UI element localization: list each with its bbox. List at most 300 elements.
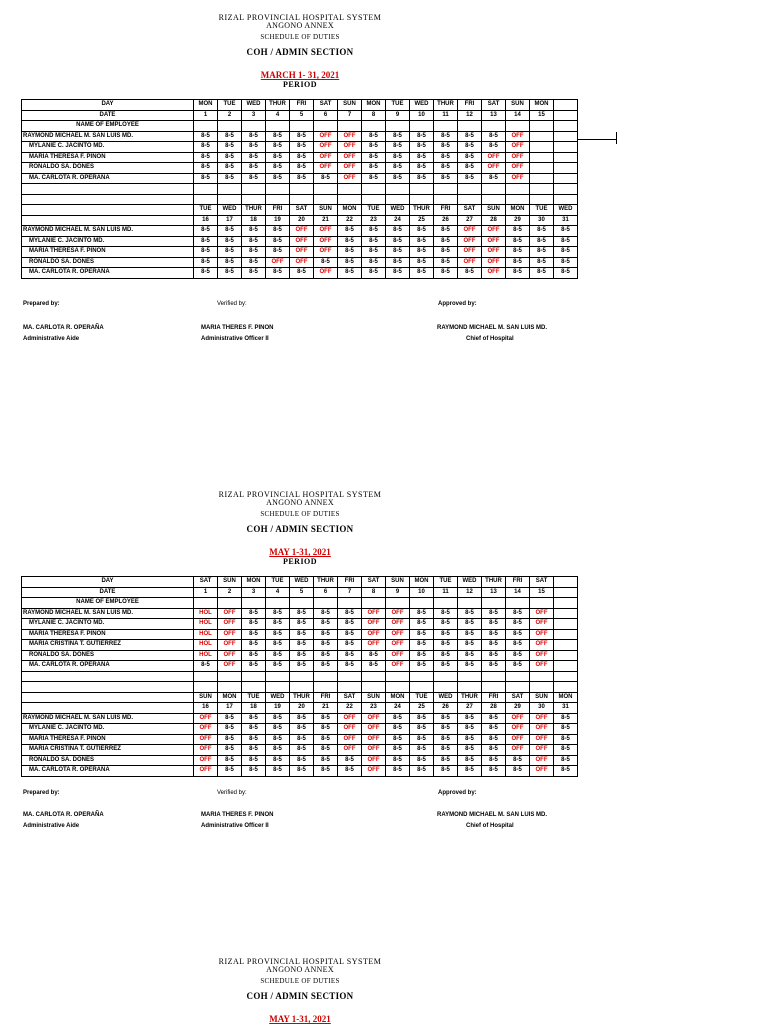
- day-row: [22, 205, 578, 216]
- shift-cell: 8-5: [242, 755, 266, 766]
- shift-cell: [530, 163, 554, 174]
- day-cell: SUN: [530, 692, 554, 703]
- empty-cell: [266, 184, 290, 195]
- shift-cell: OFF: [482, 152, 506, 163]
- day-cell: FRI: [434, 205, 458, 216]
- empty-cell: [194, 184, 218, 195]
- shift-cell: 8-5: [338, 608, 362, 619]
- empty-cell: [362, 682, 386, 693]
- empty-cell: [506, 184, 530, 195]
- empty-cell: [242, 194, 266, 205]
- shift-cell: 8-5: [386, 713, 410, 724]
- date-cell: 11: [434, 587, 458, 598]
- date-row: [22, 587, 578, 598]
- shift-cell: OFF: [506, 131, 530, 142]
- shift-cell: 8-5: [410, 661, 434, 672]
- shift-cell: OFF: [194, 766, 218, 777]
- shift-cell: 8-5: [482, 766, 506, 777]
- empty-cell: [242, 184, 266, 195]
- table-row: [22, 766, 578, 777]
- day-cell: SAT: [458, 205, 482, 216]
- shift-cell: HOL: [194, 619, 218, 630]
- shift-cell: 8-5: [506, 236, 530, 247]
- empty-cell: [290, 194, 314, 205]
- empty-cell: [314, 121, 338, 132]
- shift-cell: OFF: [530, 713, 554, 724]
- verified-title: Administrative Officer II: [201, 336, 269, 342]
- shift-cell: 8-5: [194, 268, 218, 279]
- empty-cell: [290, 121, 314, 132]
- shift-cell: 8-5: [194, 163, 218, 174]
- empty-cell: [362, 671, 386, 682]
- shift-cell: 8-5: [242, 619, 266, 630]
- empty-cell: [434, 598, 458, 609]
- shift-cell: 8-5: [218, 173, 242, 184]
- shift-cell: 8-5: [530, 247, 554, 258]
- day-label: DAY: [22, 577, 194, 588]
- shift-cell: 8-5: [434, 131, 458, 142]
- margin-line: [578, 139, 616, 140]
- shift-cell: 8-5: [434, 152, 458, 163]
- shift-cell: 8-5: [314, 629, 338, 640]
- shift-cell: OFF: [530, 661, 554, 672]
- shift-cell: 8-5: [266, 142, 290, 153]
- date-cell: 24: [386, 215, 410, 226]
- shift-cell: 8-5: [482, 713, 506, 724]
- shift-cell: 8-5: [338, 236, 362, 247]
- empty-cell: [530, 671, 554, 682]
- shift-cell: 8-5: [482, 745, 506, 756]
- shift-cell: 8-5: [458, 734, 482, 745]
- shift-cell: [554, 640, 578, 651]
- shift-cell: OFF: [506, 173, 530, 184]
- shift-cell: 8-5: [266, 152, 290, 163]
- day-cell: THUR: [242, 205, 266, 216]
- shift-cell: 8-5: [434, 755, 458, 766]
- empty-cell: [22, 215, 194, 226]
- date-cell: 30: [530, 215, 554, 226]
- shift-cell: 8-5: [362, 142, 386, 153]
- shift-cell: [554, 661, 578, 672]
- day-cell: SAT: [482, 100, 506, 111]
- shift-cell: 8-5: [194, 257, 218, 268]
- shift-cell: 8-5: [218, 734, 242, 745]
- empty-cell: [554, 682, 578, 693]
- empty-cell: [242, 121, 266, 132]
- shift-cell: 8-5: [290, 608, 314, 619]
- shift-cell: 8-5: [362, 131, 386, 142]
- employee-name: RONALDO SA. DONES: [22, 257, 194, 268]
- shift-cell: 8-5: [530, 236, 554, 247]
- empty-cell: [458, 184, 482, 195]
- shift-cell: 8-5: [482, 650, 506, 661]
- shift-cell: 8-5: [410, 640, 434, 651]
- empty-cell: [290, 598, 314, 609]
- shift-cell: OFF: [218, 640, 242, 651]
- shift-cell: 8-5: [218, 724, 242, 735]
- shift-cell: OFF: [362, 608, 386, 619]
- shift-cell: 8-5: [482, 608, 506, 619]
- shift-cell: 8-5: [530, 257, 554, 268]
- table-row: [22, 755, 578, 766]
- employee-name: RAYMOND MICHAEL M. SAN LUIS MD.: [22, 131, 194, 142]
- shift-cell: OFF: [338, 724, 362, 735]
- table-row: [22, 608, 578, 619]
- shift-cell: 8-5: [290, 142, 314, 153]
- may-schedule-table: [21, 576, 578, 777]
- empty-cell: [530, 598, 554, 609]
- shift-cell: OFF: [338, 142, 362, 153]
- date-cell: 29: [506, 703, 530, 714]
- shift-cell: 8-5: [338, 661, 362, 672]
- shift-cell: OFF: [338, 152, 362, 163]
- date-cell: 31: [554, 703, 578, 714]
- date-cell: 2: [218, 587, 242, 598]
- shift-cell: 8-5: [218, 247, 242, 258]
- shift-cell: 8-5: [194, 152, 218, 163]
- shift-cell: OFF: [218, 619, 242, 630]
- shift-cell: 8-5: [410, 247, 434, 258]
- day-cell: FRI: [314, 692, 338, 703]
- date-cell: 7: [338, 110, 362, 121]
- shift-cell: 8-5: [458, 713, 482, 724]
- shift-cell: 8-5: [314, 640, 338, 651]
- shift-cell: 8-5: [314, 745, 338, 756]
- day-cell: SUN: [314, 205, 338, 216]
- employee-name: MYLANIE C. JACINTO MD.: [22, 236, 194, 247]
- shift-cell: 8-5: [554, 724, 578, 735]
- date-cell: 18: [242, 215, 266, 226]
- shift-cell: 8-5: [314, 724, 338, 735]
- date-cell: 10: [410, 110, 434, 121]
- shift-cell: 8-5: [242, 650, 266, 661]
- shift-cell: 8-5: [362, 257, 386, 268]
- shift-cell: 8-5: [386, 268, 410, 279]
- shift-cell: 8-5: [338, 619, 362, 630]
- shift-cell: 8-5: [434, 247, 458, 258]
- shift-cell: 8-5: [434, 142, 458, 153]
- shift-cell: 8-5: [410, 268, 434, 279]
- date-cell: 4: [266, 110, 290, 121]
- shift-cell: 8-5: [314, 734, 338, 745]
- empty-cell: [410, 598, 434, 609]
- shift-cell: OFF: [314, 226, 338, 237]
- day-cell: TUE: [362, 205, 386, 216]
- shift-cell: 8-5: [458, 724, 482, 735]
- date-cell: 22: [338, 703, 362, 714]
- empty-cell: [290, 682, 314, 693]
- day-cell: [554, 577, 578, 588]
- shift-cell: 8-5: [386, 766, 410, 777]
- date-cell: 28: [482, 703, 506, 714]
- shift-cell: OFF: [530, 619, 554, 630]
- shift-cell: 8-5: [554, 766, 578, 777]
- shift-cell: 8-5: [338, 755, 362, 766]
- day-cell: TUE: [410, 692, 434, 703]
- shift-cell: OFF: [362, 766, 386, 777]
- date-cell: 9: [386, 587, 410, 598]
- shift-cell: 8-5: [266, 163, 290, 174]
- shift-cell: 8-5: [290, 745, 314, 756]
- empty-cell: [530, 682, 554, 693]
- table-row: [22, 236, 578, 247]
- date-cell: 15: [530, 587, 554, 598]
- shift-cell: [554, 131, 578, 142]
- empty-cell: [338, 194, 362, 205]
- shift-cell: 8-5: [338, 650, 362, 661]
- shift-cell: 8-5: [410, 257, 434, 268]
- shift-cell: 8-5: [434, 766, 458, 777]
- shift-cell: 8-5: [554, 247, 578, 258]
- shift-cell: 8-5: [242, 629, 266, 640]
- day-cell: FRI: [482, 692, 506, 703]
- empty-cell: [506, 121, 530, 132]
- empty-cell: [266, 121, 290, 132]
- day-cell: WED: [266, 692, 290, 703]
- day-cell: MON: [338, 205, 362, 216]
- day-cell: SUN: [362, 692, 386, 703]
- employee-name: MA. CARLOTA R. OPERAÑA: [22, 766, 194, 777]
- table-row: [22, 163, 578, 174]
- day-cell: WED: [410, 100, 434, 111]
- table-row: [22, 745, 578, 756]
- day-cell: SUN: [338, 100, 362, 111]
- employee-name: MARIA THERESA F. PINON: [22, 629, 194, 640]
- table-row: [22, 629, 578, 640]
- shift-cell: OFF: [194, 713, 218, 724]
- day-cell: SUN: [386, 577, 410, 588]
- shift-cell: 8-5: [338, 640, 362, 651]
- day-cell: FRI: [506, 577, 530, 588]
- empty-cell: [290, 184, 314, 195]
- date-cell: 21: [314, 703, 338, 714]
- shift-cell: 8-5: [362, 226, 386, 237]
- shift-cell: 8-5: [530, 226, 554, 237]
- shift-cell: 8-5: [194, 247, 218, 258]
- empty-cell: [362, 184, 386, 195]
- shift-cell: OFF: [266, 257, 290, 268]
- date-cell: 13: [482, 110, 506, 121]
- shift-cell: 8-5: [242, 608, 266, 619]
- date-cell: 2: [218, 110, 242, 121]
- employee-name: MARIA THERESA F. PINON: [22, 247, 194, 258]
- blank-row: [22, 194, 578, 205]
- shift-cell: 8-5: [242, 257, 266, 268]
- empty-cell: [530, 184, 554, 195]
- period-range: MAY 1-31, 2021: [269, 1014, 331, 1024]
- empty-cell: [22, 194, 194, 205]
- empty-cell: [530, 121, 554, 132]
- shift-cell: 8-5: [266, 755, 290, 766]
- shift-cell: 8-5: [290, 619, 314, 630]
- shift-cell: 8-5: [458, 661, 482, 672]
- shift-cell: 8-5: [410, 152, 434, 163]
- shift-cell: OFF: [218, 629, 242, 640]
- day-cell: SAT: [194, 577, 218, 588]
- shift-cell: 8-5: [434, 713, 458, 724]
- date-cell: 14: [506, 110, 530, 121]
- shift-cell: [554, 142, 578, 153]
- shift-cell: 8-5: [386, 163, 410, 174]
- shift-cell: OFF: [194, 745, 218, 756]
- shift-cell: 8-5: [386, 236, 410, 247]
- empty-cell: [410, 671, 434, 682]
- shift-cell: 8-5: [434, 226, 458, 237]
- empty-cell: [482, 671, 506, 682]
- empty-cell: [458, 598, 482, 609]
- shift-cell: 8-5: [338, 247, 362, 258]
- shift-cell: OFF: [530, 608, 554, 619]
- date-cell: 16: [194, 215, 218, 226]
- verified-title: Administrative Officer II: [201, 823, 269, 829]
- shift-cell: 8-5: [314, 257, 338, 268]
- shift-cell: OFF: [362, 755, 386, 766]
- shift-cell: OFF: [458, 236, 482, 247]
- date-cell: [554, 110, 578, 121]
- day-cell: MON: [506, 205, 530, 216]
- shift-cell: 8-5: [410, 724, 434, 735]
- date-cell: 20: [290, 703, 314, 714]
- shift-cell: 8-5: [386, 755, 410, 766]
- shift-cell: OFF: [314, 268, 338, 279]
- empty-cell: [386, 671, 410, 682]
- shift-cell: OFF: [530, 745, 554, 756]
- date-cell: 5: [290, 110, 314, 121]
- shift-cell: OFF: [290, 236, 314, 247]
- date-cell: 29: [506, 215, 530, 226]
- shift-cell: 8-5: [554, 226, 578, 237]
- date-cell: 30: [530, 703, 554, 714]
- shift-cell: OFF: [338, 745, 362, 756]
- empty-cell: [554, 121, 578, 132]
- shift-cell: 8-5: [338, 226, 362, 237]
- empty-cell: [386, 184, 410, 195]
- empty-cell: [362, 194, 386, 205]
- approved-by-label: Approved by:: [438, 790, 477, 796]
- date-cell: 22: [338, 215, 362, 226]
- name-of-employee-label: NAME OF EMPLOYEE: [22, 121, 194, 132]
- name-of-employee-label: NAME OF EMPLOYEE: [22, 598, 194, 609]
- shift-cell: OFF: [362, 640, 386, 651]
- shift-cell: 8-5: [554, 755, 578, 766]
- shift-cell: 8-5: [410, 734, 434, 745]
- date-cell: 23: [362, 215, 386, 226]
- shift-cell: 8-5: [506, 650, 530, 661]
- shift-cell: 8-5: [290, 131, 314, 142]
- shift-cell: 8-5: [362, 268, 386, 279]
- shift-cell: OFF: [362, 734, 386, 745]
- employee-name: MYLANIE C. JACINTO MD.: [22, 724, 194, 735]
- empty-cell: [338, 671, 362, 682]
- date-cell: 8: [362, 110, 386, 121]
- shift-cell: 8-5: [554, 268, 578, 279]
- date-cell: 28: [482, 215, 506, 226]
- shift-cell: 8-5: [266, 268, 290, 279]
- margin-tick: [616, 132, 617, 144]
- shift-cell: [554, 650, 578, 661]
- schedule-title: SCHEDULE OF DUTIES: [260, 33, 340, 41]
- table-row: [22, 226, 578, 237]
- shift-cell: OFF: [194, 734, 218, 745]
- empty-cell: [218, 682, 242, 693]
- shift-cell: [554, 619, 578, 630]
- shift-cell: 8-5: [218, 766, 242, 777]
- date-cell: 24: [386, 703, 410, 714]
- shift-cell: 8-5: [434, 640, 458, 651]
- day-cell: TUE: [218, 100, 242, 111]
- day-cell: THUR: [314, 577, 338, 588]
- shift-cell: OFF: [362, 724, 386, 735]
- day-cell: FRI: [458, 100, 482, 111]
- shift-cell: OFF: [506, 724, 530, 735]
- shift-cell: 8-5: [506, 619, 530, 630]
- third-header: [150, 958, 450, 1024]
- shift-cell: 8-5: [386, 173, 410, 184]
- shift-cell: 8-5: [194, 142, 218, 153]
- shift-cell: OFF: [506, 745, 530, 756]
- empty-cell: [362, 598, 386, 609]
- empty-cell: [338, 184, 362, 195]
- employee-name: RONALDO SA. DONES: [22, 163, 194, 174]
- date-cell: 6: [314, 587, 338, 598]
- shift-cell: 8-5: [290, 650, 314, 661]
- shift-cell: 8-5: [386, 131, 410, 142]
- shift-cell: OFF: [338, 713, 362, 724]
- shift-cell: 8-5: [386, 745, 410, 756]
- shift-cell: OFF: [506, 734, 530, 745]
- shift-cell: 8-5: [554, 734, 578, 745]
- shift-cell: 8-5: [482, 173, 506, 184]
- shift-cell: 8-5: [218, 152, 242, 163]
- shift-cell: [530, 142, 554, 153]
- shift-cell: OFF: [362, 713, 386, 724]
- date-cell: 27: [458, 215, 482, 226]
- date-cell: 3: [242, 110, 266, 121]
- shift-cell: 8-5: [482, 755, 506, 766]
- date-cell: 10: [410, 587, 434, 598]
- day-cell: SAT: [314, 100, 338, 111]
- empty-cell: [410, 194, 434, 205]
- shift-cell: OFF: [290, 247, 314, 258]
- shift-cell: 8-5: [410, 173, 434, 184]
- empty-cell: [218, 671, 242, 682]
- shift-cell: 8-5: [314, 713, 338, 724]
- shift-cell: 8-5: [458, 268, 482, 279]
- day-cell: FRI: [266, 205, 290, 216]
- shift-cell: 8-5: [218, 236, 242, 247]
- shift-cell: 8-5: [290, 734, 314, 745]
- prepared-title: Administrative Aide: [23, 336, 80, 342]
- empty-cell: [338, 121, 362, 132]
- shift-cell: 8-5: [266, 734, 290, 745]
- date-cell: 23: [362, 703, 386, 714]
- shift-cell: 8-5: [194, 236, 218, 247]
- day-cell: THUR: [266, 100, 290, 111]
- shift-cell: 8-5: [434, 629, 458, 640]
- period-range: MAY 1-31, 2021: [269, 547, 331, 557]
- shift-cell: 8-5: [482, 734, 506, 745]
- day-cell: SAT: [362, 577, 386, 588]
- day-cell: MON: [530, 100, 554, 111]
- date-cell: 21: [314, 215, 338, 226]
- shift-cell: 8-5: [386, 142, 410, 153]
- day-cell: MON: [386, 692, 410, 703]
- employee-name: RAYMOND MICHAEL M. SAN LUIS MD.: [22, 226, 194, 237]
- shift-cell: 8-5: [458, 163, 482, 174]
- table-row: [22, 724, 578, 735]
- day-cell: SAT: [530, 577, 554, 588]
- date-cell: 1: [194, 110, 218, 121]
